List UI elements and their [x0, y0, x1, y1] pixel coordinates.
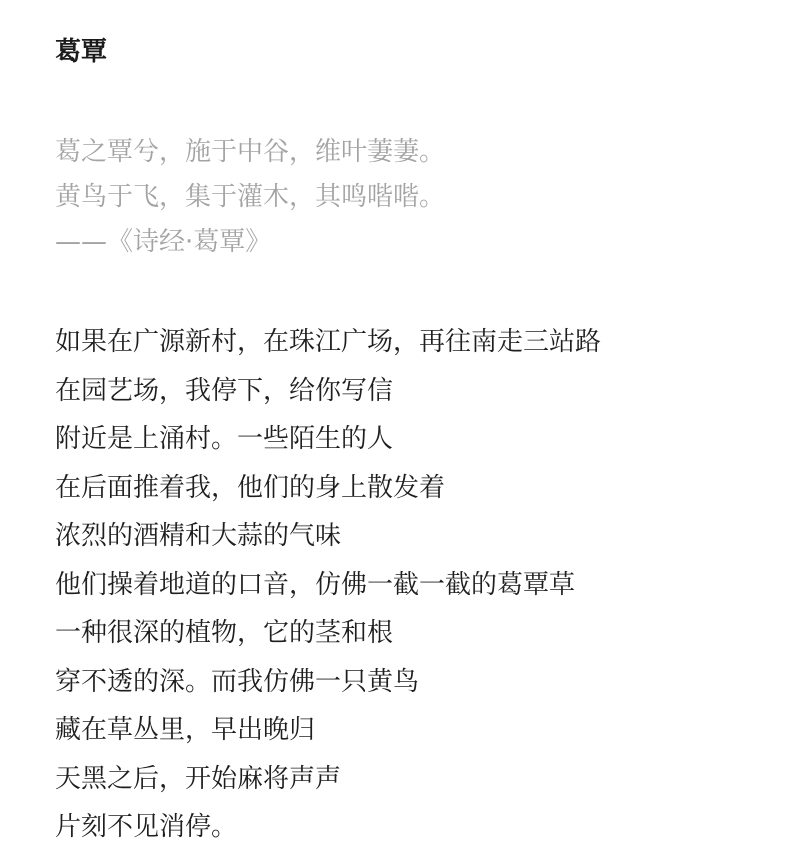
poem-line: 如果在广源新村，在珠江广场，再往南走三站路: [55, 327, 602, 357]
poem-line: 他们操着地道的口音，仿佛一截一截的葛覃草: [55, 569, 576, 600]
epigraph-attribution: ——《诗经·葛覃》: [55, 227, 272, 257]
poem-line: 在园艺场，我停下，给你写信: [55, 375, 394, 406]
poem-title: 葛覃: [55, 37, 108, 67]
poem-line: 片刻不见消停。: [55, 812, 238, 842]
poem-line: 在后面推着我，他们的身上散发着: [55, 472, 446, 503]
poem-line: 穿不透的深。而我仿佛一只黄鸟: [55, 666, 420, 697]
poem-line: 天黑之后，开始麻将声声: [55, 763, 342, 794]
epigraph-line: 葛之覃兮，施于中谷，维叶萋萋。: [55, 137, 446, 167]
poem-line: 附近是上涌村。一些陌生的人: [55, 424, 394, 454]
poem-body: [55, 318, 601, 852]
poem-line: 浓烈的酒精和大蒜的气味: [55, 521, 342, 551]
poem-line: 藏在草丛里，早出晚归: [55, 715, 316, 745]
epigraph-line: 黄鸟于飞，集于灌木，其鸣喈喈。: [55, 182, 446, 212]
poem-line: 一种很深的植物，它的茎和根: [55, 618, 394, 648]
epigraph: [55, 130, 445, 265]
